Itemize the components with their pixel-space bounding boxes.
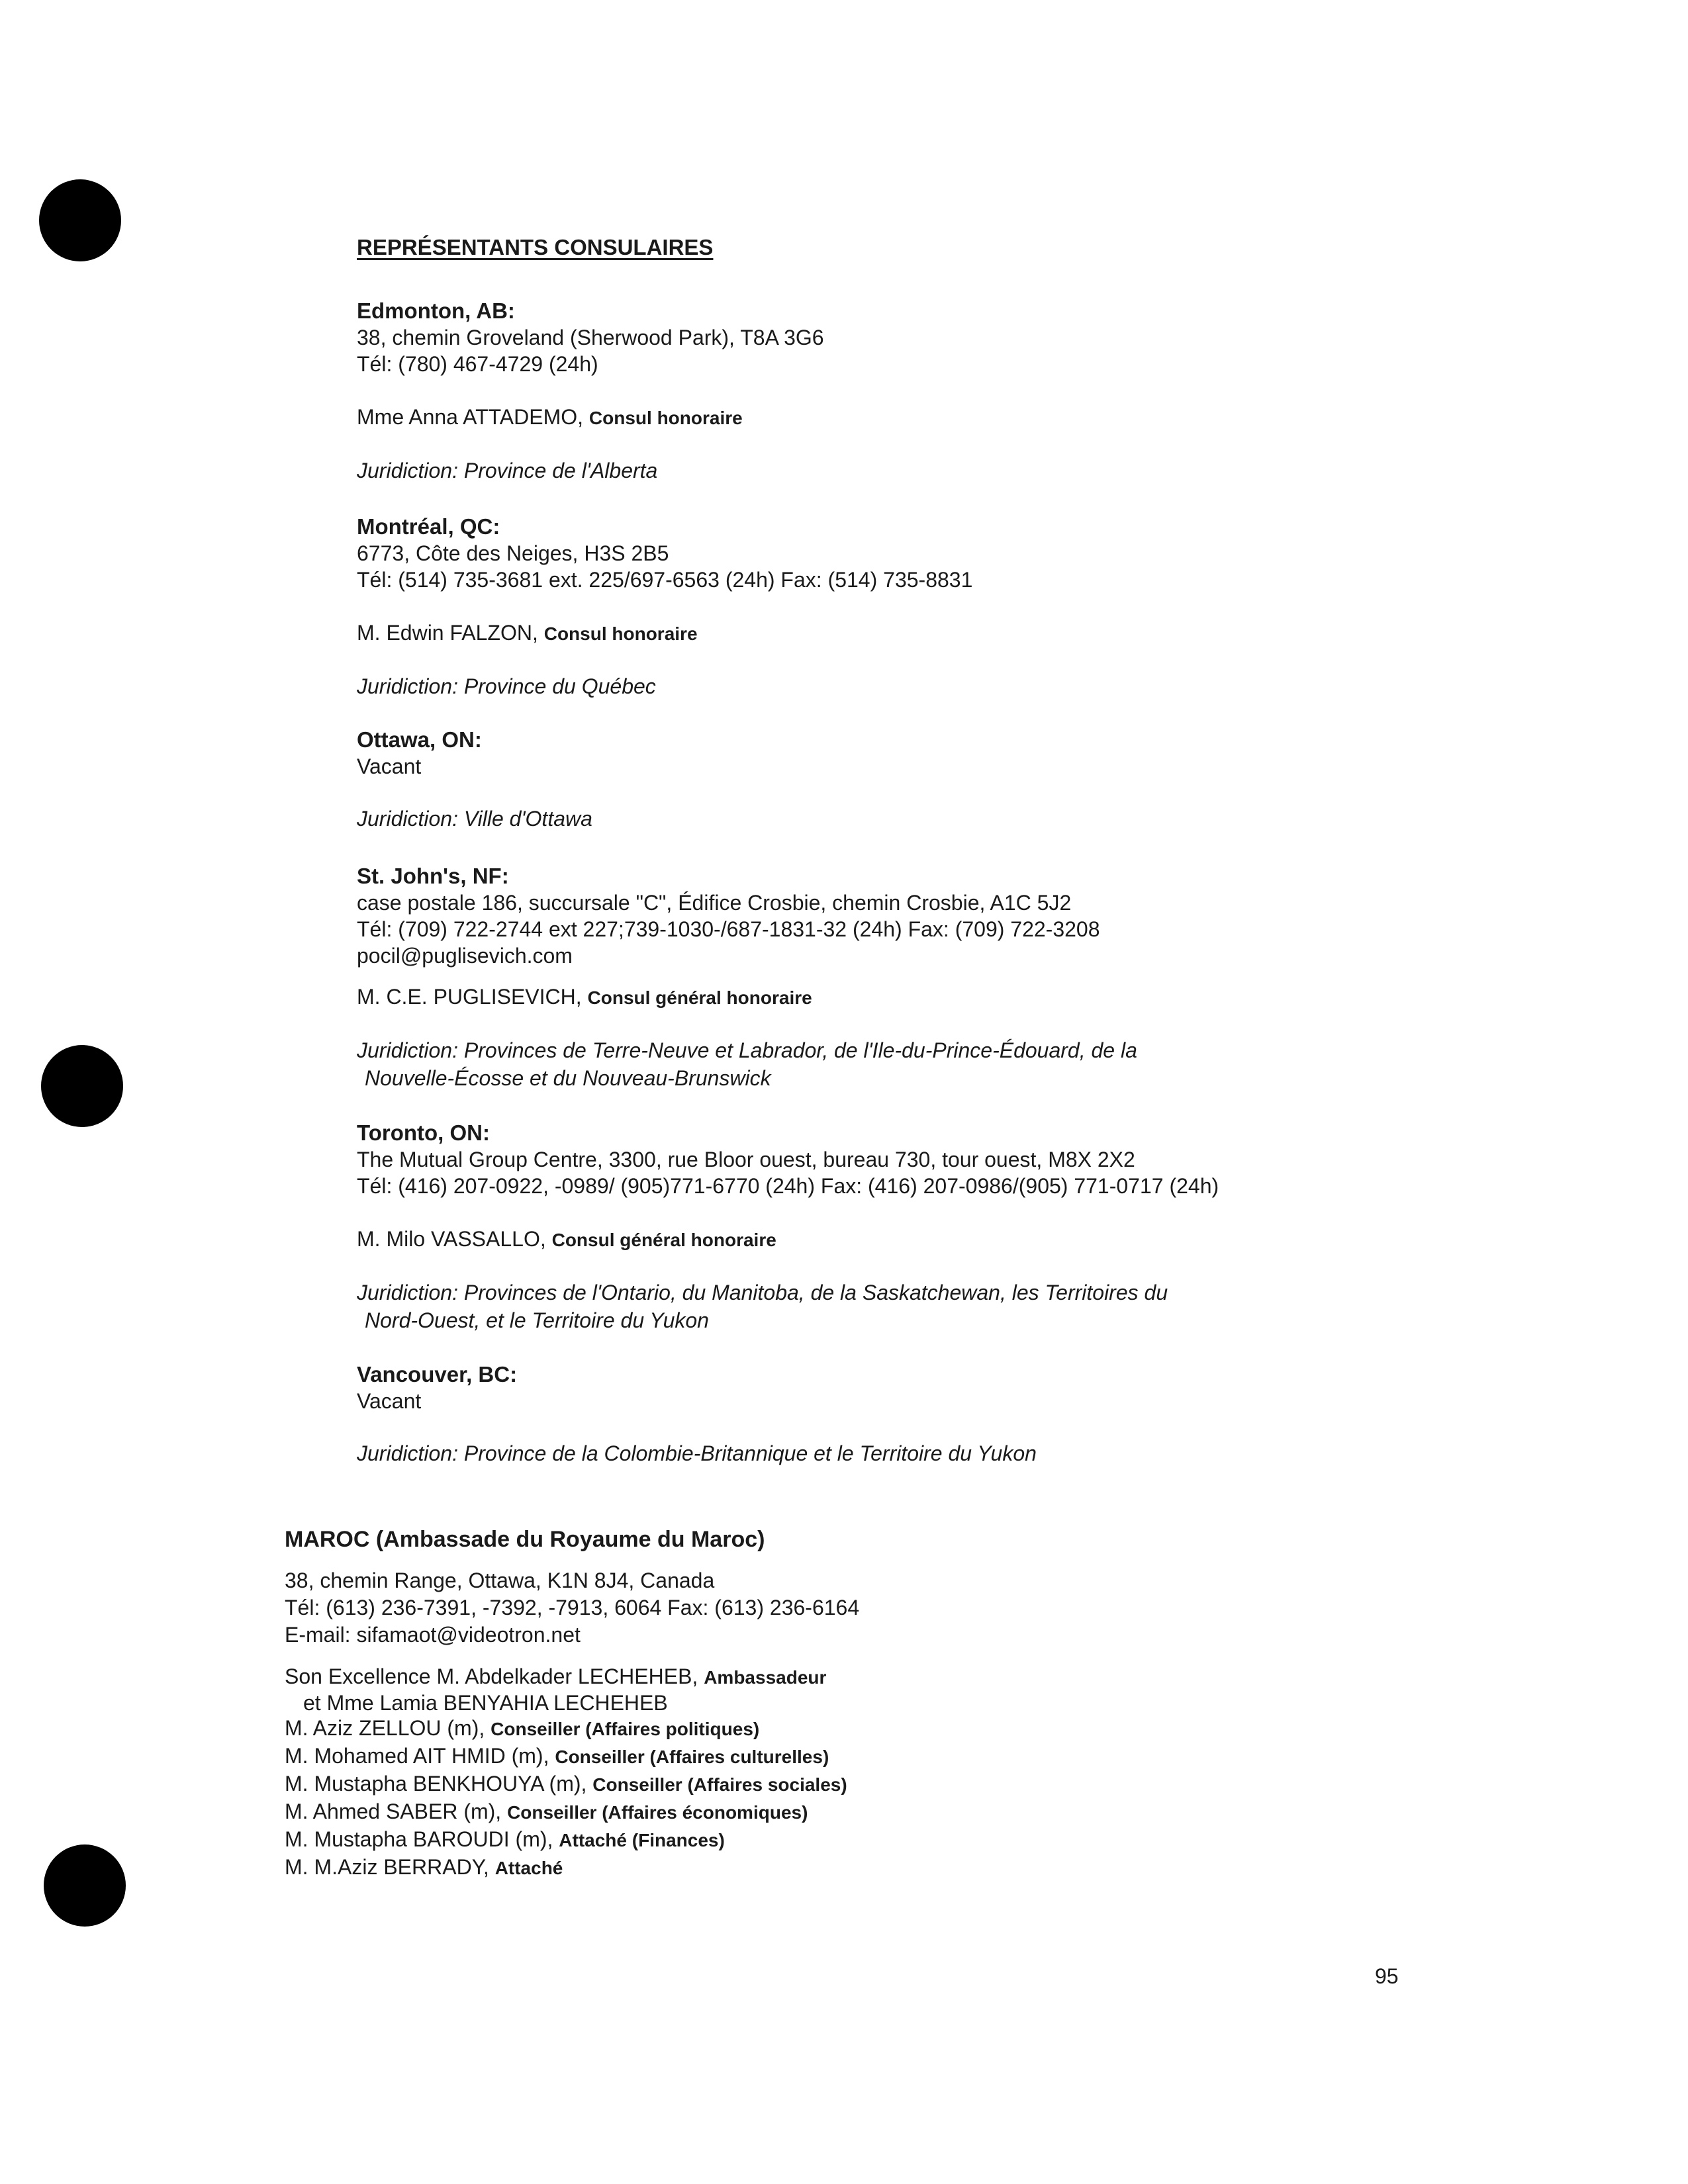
staff-entry bbox=[285, 1798, 1410, 1826]
jurisdiction bbox=[357, 1279, 1416, 1334]
staff-name: M. Mohamed AIT HMID (m), bbox=[285, 1744, 549, 1768]
staff-entry bbox=[285, 1663, 1410, 1691]
staff-entry bbox=[285, 1715, 1410, 1743]
staff-name: et Mme Lamia BENYAHIA LECHEHEB bbox=[303, 1691, 668, 1715]
consul-entry bbox=[357, 1226, 1416, 1253]
staff-name: M. Ahmed SABER (m), bbox=[285, 1799, 502, 1823]
consulate-montreal bbox=[357, 514, 1416, 700]
vacant-status: Vacant bbox=[357, 754, 422, 778]
phone-line: Tél: (780) 467-4729 (24h) bbox=[357, 352, 598, 376]
punch-hole-bottom bbox=[44, 1844, 126, 1927]
consulate-toronto bbox=[357, 1120, 1416, 1334]
city-name: St. John's, NF: bbox=[357, 864, 509, 888]
staff-role: Conseiller (Affaires culturelles) bbox=[555, 1747, 829, 1767]
jurisdiction: Juridiction: Province de la Colombie-Britannique et le Territoire du Yukon bbox=[357, 1441, 1037, 1465]
consulate-edmonton bbox=[357, 298, 1416, 484]
staff-name: M. Mustapha BAROUDI (m), bbox=[285, 1827, 553, 1851]
city-name: Toronto, ON: bbox=[357, 1120, 490, 1145]
page-number: 95 bbox=[1375, 1964, 1399, 1988]
consulate-ottawa bbox=[357, 727, 1416, 833]
vacant-status: Vacant bbox=[357, 1389, 422, 1413]
jurisdiction-line: Juridiction: Provinces de Terre-Neuve et Labrador, de l'Ile-du-Prince-Édouard, de la bbox=[357, 1038, 1137, 1062]
address-line: case postale 186, succursale "C", Édifice Crosbie, chemin Crosbie, A1C 5J2 bbox=[357, 891, 1072, 915]
staff-role: Attaché bbox=[494, 1858, 563, 1878]
phone-line: Tél: (613) 236-7391, -7392, -7913, 6064 Fax: (613) 236-6164 bbox=[285, 1596, 860, 1619]
jurisdiction: Juridiction: Province de l'Alberta bbox=[357, 459, 658, 482]
address-line: 38, chemin Range, Ottawa, K1N 8J4, Canada bbox=[285, 1569, 715, 1592]
staff-role: Attaché (Finances) bbox=[559, 1830, 725, 1850]
consul-name: M. Milo VASSALLO, bbox=[357, 1227, 546, 1251]
address-line: The Mutual Group Centre, 3300, rue Bloor ouest, bureau 730, tour ouest, M8X 2X2 bbox=[357, 1148, 1135, 1171]
jurisdiction: Juridiction: Ville d'Ottawa bbox=[357, 807, 592, 831]
city-name: Montréal, QC: bbox=[357, 514, 500, 539]
consul-role: Consul général honoraire bbox=[587, 987, 812, 1008]
jurisdiction-line: Nord-Ouest, et le Territoire du Yukon bbox=[365, 1308, 709, 1332]
staff-role: Ambassadeur bbox=[704, 1667, 827, 1688]
embassy-address bbox=[285, 1567, 1410, 1649]
phone-line: Tél: (416) 207-0922, -0989/ (905)771-6770 (24h) Fax: (416) 207-0986/(905) 771-0717 (24h) bbox=[357, 1174, 1219, 1198]
page-heading: REPRÉSENTANTS CONSULAIRES bbox=[357, 235, 714, 259]
punch-hole-middle bbox=[41, 1045, 123, 1127]
staff-name: Son Excellence M. Abdelkader LECHEHEB, bbox=[285, 1664, 698, 1688]
email-line[interactable]: E-mail: sifamaot@videotron.net bbox=[285, 1623, 581, 1647]
staff-entry bbox=[285, 1691, 1410, 1715]
consul-role: Consul général honoraire bbox=[551, 1230, 776, 1250]
consul-entry bbox=[357, 619, 1416, 647]
consul-name: M. C.E. PUGLISEVICH, bbox=[357, 985, 582, 1009]
consul-role: Consul honoraire bbox=[588, 408, 743, 428]
consulate-st-johns bbox=[357, 863, 1416, 1092]
address-line: 38, chemin Groveland (Sherwood Park), T8A 3G6 bbox=[357, 326, 824, 349]
staff-entry bbox=[285, 1854, 1410, 1882]
embassy-maroc bbox=[285, 1527, 1410, 1882]
consul-role: Consul honoraire bbox=[543, 623, 698, 644]
staff-entry bbox=[285, 1826, 1410, 1854]
punch-hole-top bbox=[39, 179, 121, 261]
consul-entry bbox=[357, 983, 1416, 1011]
consul-entry bbox=[357, 404, 1416, 432]
jurisdiction bbox=[357, 1036, 1416, 1092]
jurisdiction-line: Juridiction: Provinces de l'Ontario, du Manitoba, de la Saskatchewan, les Territoires du bbox=[357, 1281, 1168, 1304]
staff-list bbox=[285, 1663, 1410, 1882]
phone-line: Tél: (514) 735-3681 ext. 225/697-6563 (24h) Fax: (514) 735-8831 bbox=[357, 568, 973, 592]
staff-name: M. Aziz ZELLOU (m), bbox=[285, 1716, 485, 1740]
consul-name: M. Edwin FALZON, bbox=[357, 621, 538, 645]
jurisdiction-line: Nouvelle-Écosse et du Nouveau-Brunswick bbox=[365, 1066, 771, 1090]
staff-entry bbox=[285, 1770, 1410, 1798]
city-name: Vancouver, BC: bbox=[357, 1362, 518, 1387]
city-name: Edmonton, AB: bbox=[357, 298, 515, 323]
email-line[interactable]: pocil@puglisevich.com bbox=[357, 944, 573, 968]
consul-name: Mme Anna ATTADEMO, bbox=[357, 405, 584, 429]
staff-role: Conseiller (Affaires politiques) bbox=[491, 1719, 760, 1739]
staff-name: M. M.Aziz BERRADY, bbox=[285, 1855, 489, 1879]
jurisdiction: Juridiction: Province du Québec bbox=[357, 674, 656, 698]
staff-role: Conseiller (Affaires économiques) bbox=[507, 1802, 808, 1823]
staff-name: M. Mustapha BENKHOUYA (m), bbox=[285, 1772, 587, 1796]
address-line: 6773, Côte des Neiges, H3S 2B5 bbox=[357, 541, 669, 565]
phone-line: Tél: (709) 722-2744 ext 227;739-1030-/687-1831-32 (24h) Fax: (709) 722-3208 bbox=[357, 917, 1100, 941]
embassy-title: MAROC (Ambassade du Royaume du Maroc) bbox=[285, 1527, 765, 1552]
consulate-vancouver bbox=[357, 1361, 1416, 1467]
city-name: Ottawa, ON: bbox=[357, 727, 482, 752]
staff-role: Conseiller (Affaires sociales) bbox=[592, 1774, 847, 1795]
staff-entry bbox=[285, 1743, 1410, 1770]
